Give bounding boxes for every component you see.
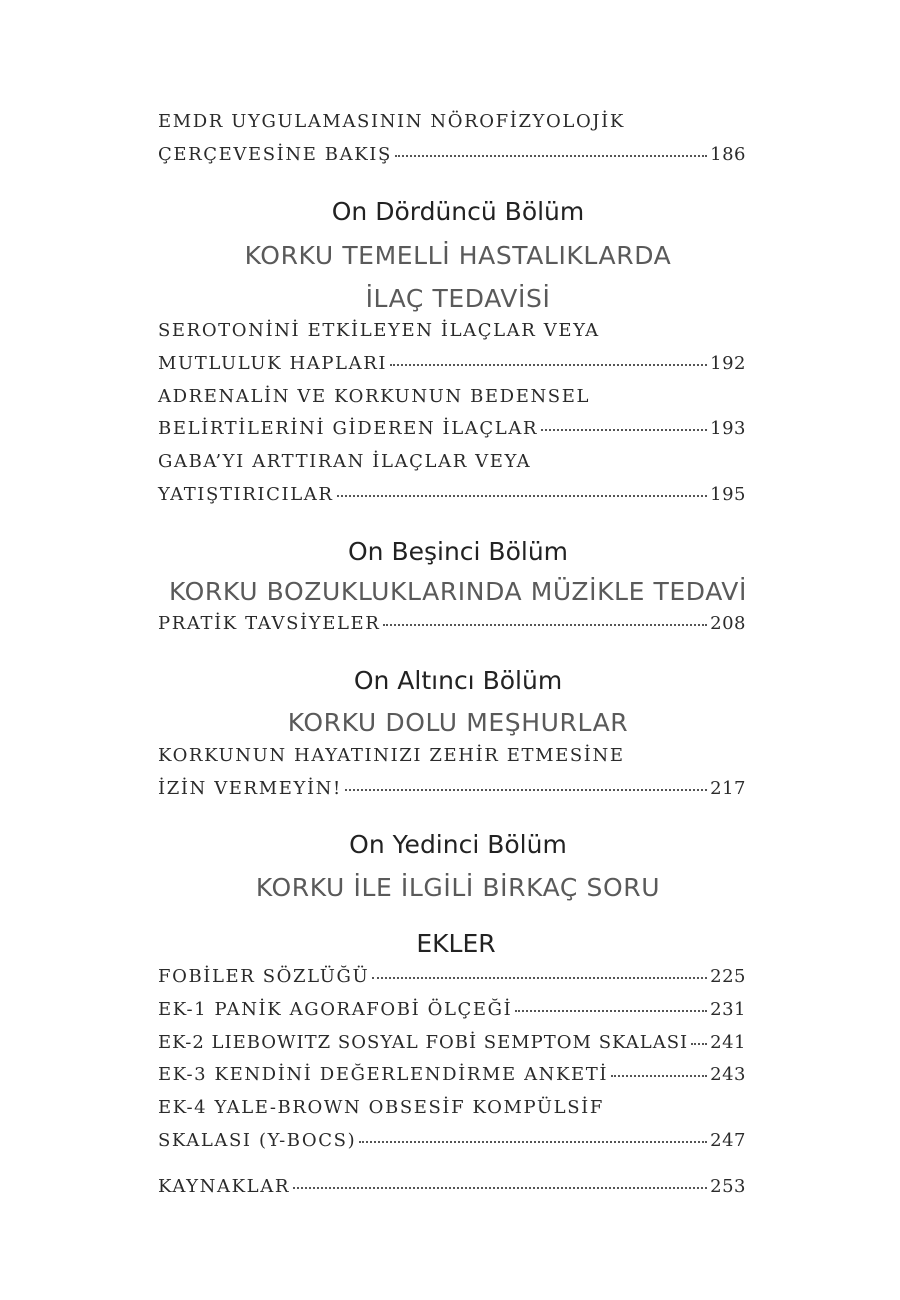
chapter-14-title-line1: KORKU TEMELLİ HASTALIKLARDA	[244, 241, 672, 270]
toc-entry-pratik[interactable]: PRATİK TAVSİYELER 208	[158, 613, 746, 634]
dot-leader	[691, 1042, 707, 1045]
chapter-17-heading: On Yedinci Bölüm	[349, 830, 567, 859]
chapter-15-heading: On Beşinci Bölüm	[347, 537, 569, 566]
toc-entry-fobiler[interactable]: FOBİLER SÖZLÜĞÜ 225	[158, 966, 746, 987]
chapter-15-title: KORKU BOZUKLUKLARINDA MÜZİKLE TEDAVİ	[169, 577, 747, 606]
page-number: 247	[710, 1130, 746, 1151]
toc-entry-ek1[interactable]: EK-1 PANİK AGORAFOBİ ÖLÇEĞİ 231	[158, 999, 746, 1020]
dot-leader	[383, 623, 707, 626]
toc-entry-adrenalin[interactable]: BELİRTİLERİNİ GİDEREN İLAÇLAR 193	[158, 418, 746, 439]
toc-entry-kaynaklar[interactable]: KAYNAKLAR 253	[158, 1176, 746, 1197]
page-number: 193	[710, 418, 746, 439]
chapter-17-title: KORKU İLE İLGİLİ BİRKAÇ SORU	[255, 873, 661, 902]
appendix-heading: EKLER	[416, 929, 496, 958]
page-number: 217	[710, 778, 746, 799]
page-number: 231	[710, 999, 746, 1020]
toc-entry-gaba[interactable]: YATIŞTIRICILAR 195	[158, 484, 746, 505]
dot-leader	[611, 1074, 707, 1077]
dot-leader	[345, 788, 707, 791]
chapter-14-heading: On Dördüncü Bölüm	[331, 197, 585, 226]
page-number: 225	[710, 966, 746, 987]
page-number: 241	[710, 1032, 746, 1053]
dot-leader	[372, 976, 707, 979]
toc-entry-emdr[interactable]: ÇERÇEVESİNE BAKIŞ 186	[158, 144, 746, 165]
toc-entry-ek4[interactable]: SKALASI (Y-BOCS) 247	[158, 1130, 746, 1151]
page-number: 253	[710, 1176, 746, 1197]
dot-leader	[541, 428, 707, 431]
toc-entry-zehir-line1: KORKUNUN HAYATINIZI ZEHİR ETMESİNE	[158, 745, 625, 766]
toc-entry-zehir[interactable]: İZİN VERMEYİN! 217	[158, 778, 746, 799]
page-number: 186	[710, 144, 746, 165]
toc-entry-ek3[interactable]: EK-3 KENDİNİ DEĞERLENDİRME ANKETİ 243	[158, 1064, 746, 1085]
dot-leader	[515, 1009, 707, 1012]
chapter-16-heading: On Altıncı Bölüm	[353, 666, 563, 695]
page-number: 195	[710, 484, 746, 505]
toc-entry-ek2[interactable]: EK-2 LIEBOWITZ SOSYAL FOBİ SEMPTOM SKALASI 241	[158, 1032, 746, 1053]
toc-entry-adrenalin-line1: ADRENALİN VE KORKUNUN BEDENSEL	[158, 386, 591, 407]
page-number: 243	[710, 1064, 746, 1085]
toc-entry-emdr-line1: EMDR UYGULAMASININ NÖROFİZYOLOJİK	[158, 111, 625, 132]
dot-leader	[337, 494, 708, 497]
toc-entry-serotonin[interactable]: MUTLULUK HAPLARI 192	[158, 353, 746, 374]
dot-leader	[359, 1140, 707, 1143]
page-number: 208	[710, 613, 746, 634]
toc-entry-ek4-line1: EK-4 YALE-BROWN OBSESİF KOMPÜLSİF	[158, 1097, 604, 1118]
toc-entry-gaba-line1: GABA’YI ARTTIRAN İLAÇLAR VEYA	[158, 451, 532, 472]
dot-leader	[390, 363, 707, 366]
dot-leader	[395, 154, 707, 157]
chapter-16-title: KORKU DOLU MEŞHURLAR	[287, 708, 629, 737]
toc-entry-serotonin-line1: SEROTONİNİ ETKİLEYEN İLAÇLAR VEYA	[158, 320, 600, 341]
dot-leader	[293, 1186, 707, 1189]
chapter-14-title-line2: İLAÇ TEDAVİSİ	[365, 284, 551, 313]
page-number: 192	[710, 353, 746, 374]
